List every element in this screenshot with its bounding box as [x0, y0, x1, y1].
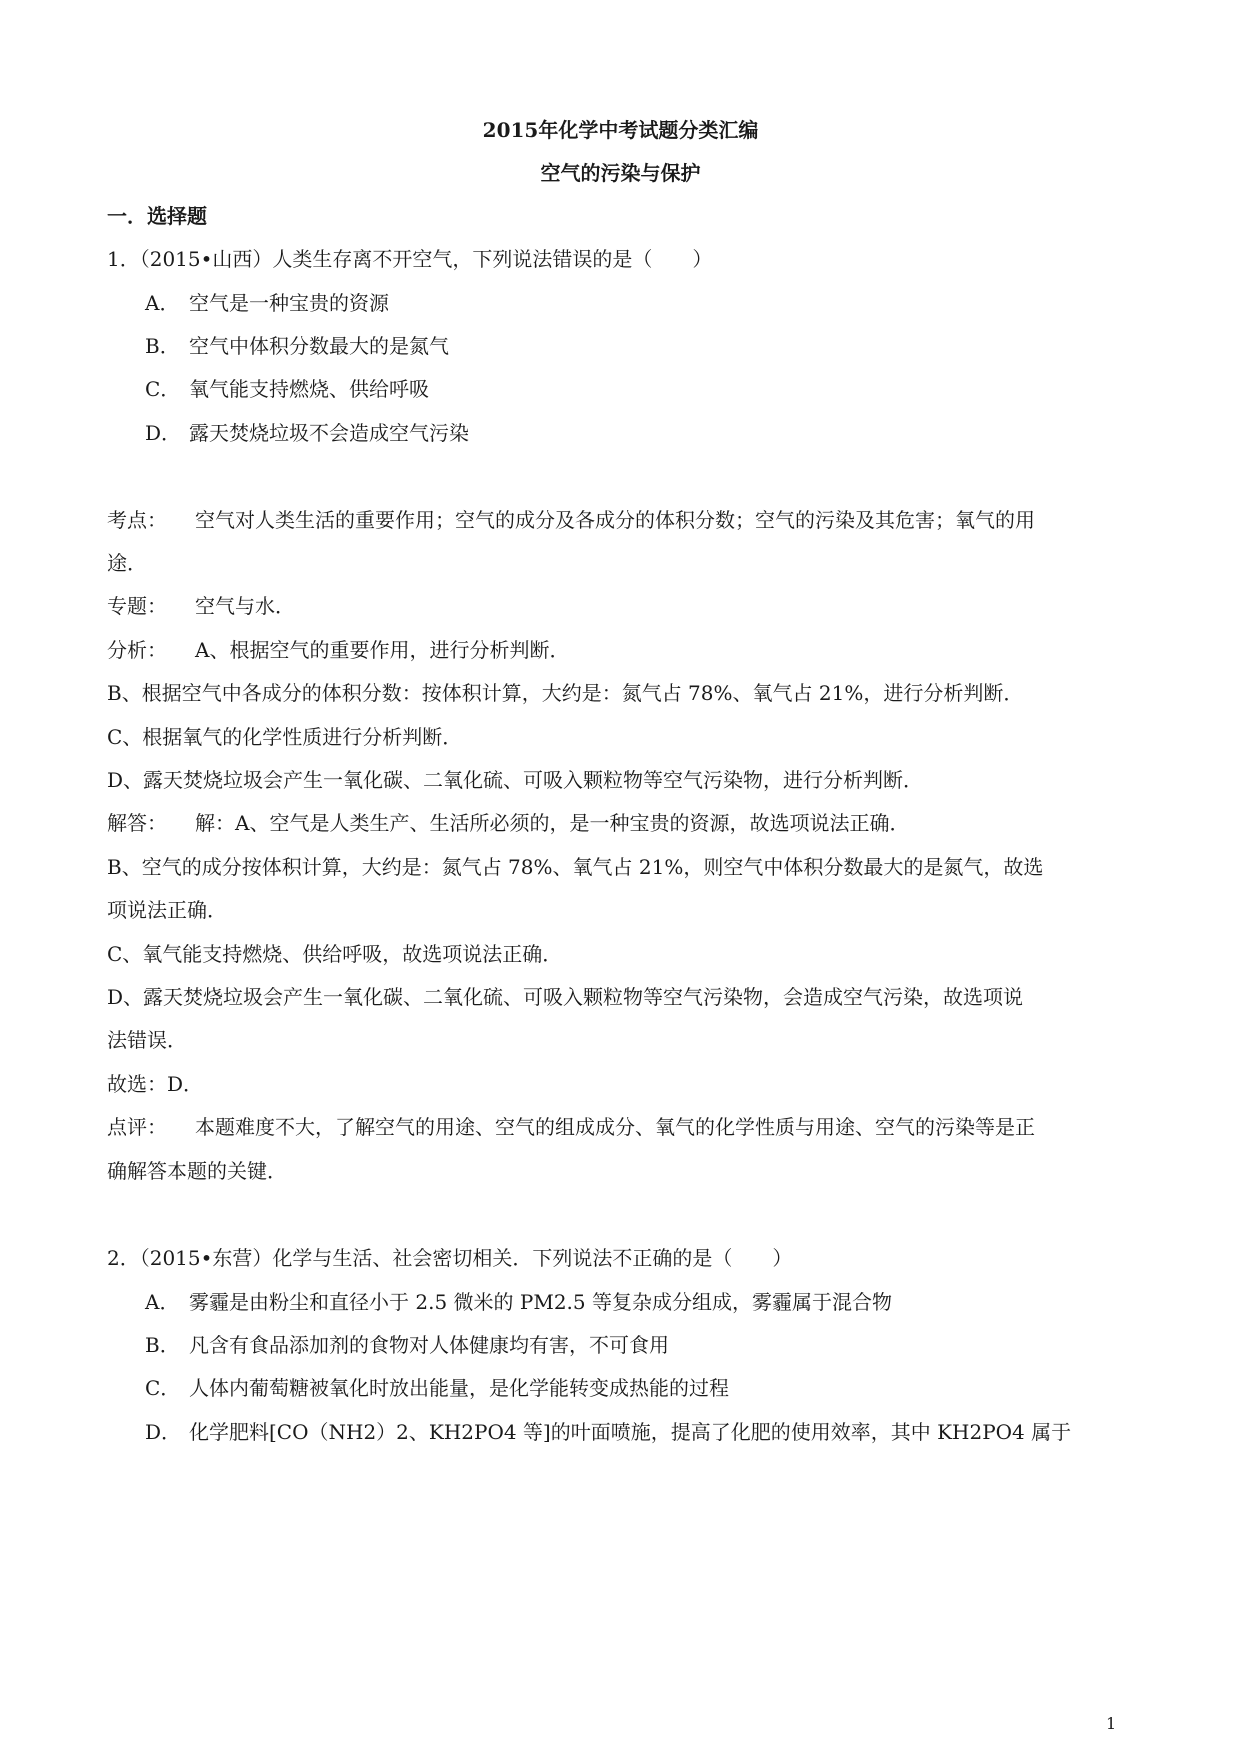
jieda-label: 解答：: [107, 811, 167, 835]
fenxi-text: A、根据空气的重要作用，进行分析判断．: [195, 638, 570, 662]
zhuanti-line: [107, 593, 295, 619]
option-text: 氧气能支持燃烧、供给呼吸: [189, 377, 429, 401]
dianping-continuation: 确解答本题的关键．: [107, 1159, 287, 1183]
jieda-d-line2: 法错误．: [107, 1028, 187, 1052]
question-1-option-d: [145, 420, 469, 446]
section-heading: 一．选择题: [107, 204, 207, 228]
option-letter: A．: [145, 291, 180, 315]
fenxi-label: 分析：: [107, 638, 167, 662]
option-text: 凡含有食品添加剂的食物对人体健康均有害，不可食用: [189, 1333, 669, 1357]
question-1-option-a: [145, 290, 389, 316]
question-2-option-d: [145, 1419, 1071, 1445]
option-letter: C．: [145, 1376, 181, 1400]
option-text: 化学肥料[CO（NH2）2、KH2PO4 等]的叶面喷施，提高了化肥的使用效率，其中 KH2PO4 属于: [189, 1420, 1072, 1444]
kaodian-text: 空气对人类生活的重要作用；空气的成分及各成分的体积分数；空气的污染及其危害；氧气的用: [195, 508, 1035, 532]
option-letter: B．: [145, 334, 180, 358]
jieda-b-line2: 项说法正确．: [107, 898, 227, 922]
page-title: 2015年化学中考试题分类汇编: [482, 118, 759, 142]
fenxi-c: C、根据氧气的化学性质进行分析判断．: [107, 725, 463, 749]
option-text: 空气中体积分数最大的是氮气: [189, 334, 449, 358]
jieda-d-line1: D、露天焚烧垃圾会产生一氧化碳、二氧化硫、可吸入颗粒物等空气污染物，会造成空气污染，故选项说: [107, 985, 1024, 1009]
page-subtitle: 空气的污染与保护: [540, 161, 701, 185]
fenxi-b: B、根据空气中各成分的体积分数：按体积计算，大约是：氮气占 78%、氧气占 21%，进行分析判断．: [107, 681, 1024, 705]
option-letter: B．: [145, 1333, 180, 1357]
dianping-label: 点评：: [107, 1115, 167, 1139]
fenxi-d: D、露天焚烧垃圾会产生一氧化碳、二氧化硫、可吸入颗粒物等空气污染物，进行分析判断．: [107, 768, 924, 792]
jieda-b-line1: B、空气的成分按体积计算，大约是：氮气占 78%、氧气占 21%，则空气中体积分数最大的是氮气，故选: [107, 855, 1044, 879]
option-letter: A．: [145, 1290, 180, 1314]
answer-line: 故选：D．: [107, 1072, 204, 1096]
kaodian-label: 考点：: [107, 508, 167, 532]
jieda-text: 解：A、空气是人类生产、生活所必须的，是一种宝贵的资源，故选项说法正确．: [195, 811, 910, 835]
option-text: 人体内葡萄糖被氧化时放出能量，是化学能转变成热能的过程: [189, 1376, 729, 1400]
option-letter: D．: [145, 1420, 182, 1444]
fenxi-line: [107, 637, 569, 663]
zhuanti-text: 空气与水．: [195, 594, 295, 618]
kaodian-line: [107, 507, 1035, 533]
question-2-option-c: [145, 1375, 729, 1401]
question-2-option-a: [145, 1289, 892, 1315]
question-2-stem: 2．（2015•东营）化学与生活、社会密切相关．下列说法不正确的是（ ）: [107, 1246, 793, 1270]
option-letter: C．: [145, 377, 181, 401]
option-letter: D．: [145, 421, 182, 445]
option-text: 雾霾是由粉尘和直径小于 2.5 微米的 PM2.5 等复杂成分组成，雾霾属于混合物: [189, 1290, 892, 1314]
question-1-option-b: [145, 333, 449, 359]
dianping-line: [107, 1114, 1035, 1140]
question-2-option-b: [145, 1332, 669, 1358]
option-text: 露天焚烧垃圾不会造成空气污染: [189, 421, 469, 445]
dianping-text: 本题难度不大，了解空气的用途、空气的组成成分、氧气的化学性质与用途、空气的污染等是正: [195, 1115, 1035, 1139]
question-1-option-c: [145, 376, 429, 402]
zhuanti-label: 专题：: [107, 594, 167, 618]
jieda-c: C、氧气能支持燃烧、供给呼吸，故选项说法正确．: [107, 942, 563, 966]
option-text: 空气是一种宝贵的资源: [189, 291, 389, 315]
page-number: 1: [1106, 1714, 1117, 1733]
jieda-line: [107, 810, 909, 836]
kaodian-continuation: 途．: [107, 551, 147, 575]
question-1-stem: 1．（2015•山西）人类生存离不开空气，下列说法错误的是（ ）: [107, 247, 713, 271]
